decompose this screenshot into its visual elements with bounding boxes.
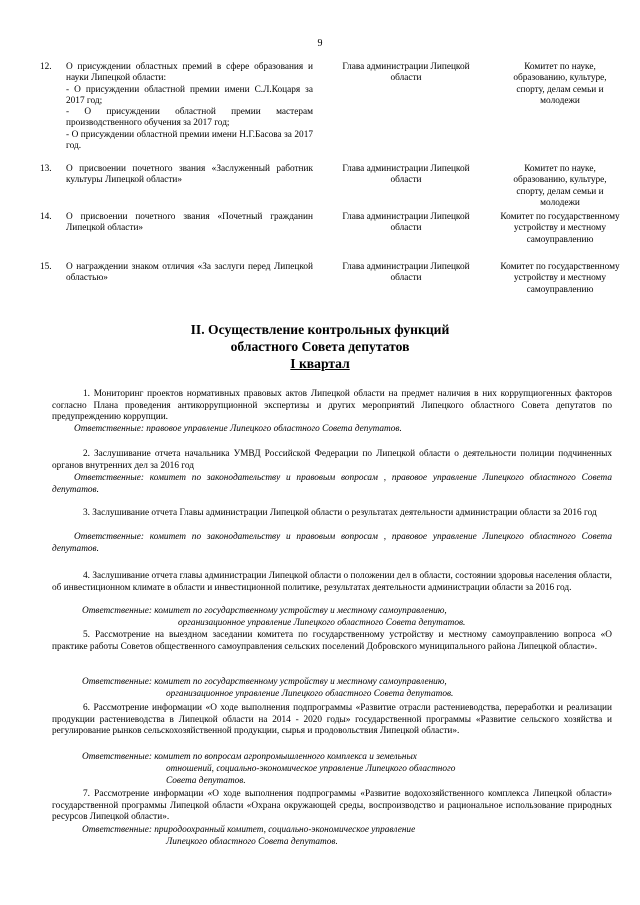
- responsible-note: организационное управление Липецкого областного Совета депутатов.: [178, 618, 466, 628]
- row-subject: [66, 62, 313, 152]
- agenda-item: [52, 389, 612, 424]
- responsible-note: Совета депутатов.: [166, 776, 246, 786]
- row-number: 12.: [40, 62, 52, 72]
- page-number: 9: [317, 38, 323, 49]
- item-text: 6. Рассмотрение информации «О ходе выполнения подпрограммы «Развитие отрасли растениеводства, переработки и реализации продукции растениеводства в Липецкой области на 2014 - 2020 годы» государственной программы «Развитие сельского хозяйства и регулирование рынков сельскохозяйственной продукции, сырья и продовольствия Липецкой области».: [52, 703, 612, 737]
- agenda-item: [52, 571, 612, 594]
- section-title-line: II. Осуществление контрольных функций: [190, 322, 450, 337]
- agenda-item: [52, 449, 612, 472]
- row-committee: Комитет по науке, образованию, культуре, спорту, делам семьи и молодежи: [513, 62, 607, 106]
- item-text: 2. Заслушивание отчета начальника УМВД Российской Федерации по Липецкой области о деятельности полиции подчиненных органов внутренних дел за 2016 год: [52, 449, 612, 471]
- agenda-item: [52, 630, 612, 653]
- item-text: 4. Заслушивание отчета главы администрации Липецкой области о положении дел в области, состоянии здоровья населения области, об инвестиционном климате в области и инвестиционной политике, результатах деятельности администрации области за 2016 год.: [52, 571, 612, 593]
- row-subject: О присвоении почетного звания «Заслуженный работник культуры Липецкой области»: [66, 164, 313, 186]
- responsible-note: Ответственные: комитет по законодательству и правовым вопросам , правовое управление Липецкого областного Совета депутатов.: [52, 473, 612, 495]
- row-committee: Комитет по науке, образованию, культуре, спорту, делам семьи и молодежи: [513, 164, 607, 208]
- item-text: 1. Мониторинг проектов нормативных правовых актов Липецкой области на предмет наличия в них коррупциогенных факторов согласно Плана проведения антикоррупционной экспертизы и других мероприятий Липецкого областного Совета депутатов по предупреждению коррупции.: [52, 389, 612, 423]
- quarter-heading: I квартал: [290, 356, 350, 371]
- row-subject-line: - О присуждении областной премии мастерам производственного обучения за 2017 год;: [66, 107, 313, 129]
- responsible-note: Ответственные: природоохранный комитет, социально-экономическое управление: [82, 825, 416, 835]
- row-subject-line: - О присуждении областной премии имени С.Л.Коцаря за 2017 год;: [66, 84, 313, 106]
- responsible-note: Ответственные: правовое управление Липецкого областного Совета депутатов.: [74, 424, 402, 434]
- agenda-item: [52, 508, 612, 520]
- row-committee: Комитет по государственному устройству и местному самоуправлению: [500, 212, 620, 245]
- row-subject-line: - О присуждении областной премии имени Н.Г.Басова за 2017 год.: [66, 129, 313, 152]
- responsible-note: организационное управление Липецкого областного Совета депутатов.: [166, 689, 454, 699]
- agenda-item: [52, 789, 612, 824]
- section-heading: [0, 321, 640, 372]
- item-text: 7. Рассмотрение информации «О ходе выполнения подпрограммы «Развитие водохозяйственного комплекса Липецкой области» государственной программы Липецкой области «Охрана окружающей среды, воспроизводство и рациональное использование природных ресурсов Липецкой области».: [52, 789, 612, 823]
- responsible-note: Ответственные: комитет по государственному устройству и местному самоуправлению,: [82, 606, 447, 616]
- row-number: 14.: [40, 212, 52, 222]
- row-number: 15.: [40, 262, 52, 272]
- row-submitter: Глава администрации Липецкой области: [342, 212, 470, 234]
- responsible-note: Ответственные: комитет по законодательству и правовым вопросам , правовое управление Липецкого областного Совета депутатов.: [52, 532, 612, 554]
- responsible-note: Ответственные: комитет по государственному устройству и местному самоуправлению,: [82, 677, 447, 687]
- item-text: 3. Заслушивание отчета Главы администрации Липецкой области о результатах деятельности администрации области за 2016 год: [83, 508, 597, 518]
- section-title-line: областного Совета депутатов: [230, 339, 410, 354]
- responsible-note: отношений, социально-экономическое управление Липецкого областного: [166, 764, 456, 774]
- row-submitter: Глава администрации Липецкой области: [342, 262, 470, 284]
- responsible-note: Ответственные: комитет по вопросам агропромышленного комплекса и земельных: [82, 752, 417, 762]
- row-subject-line: О присуждении областных премий в сфере образования и науки Липецкой области:: [66, 62, 313, 84]
- item-text: 5. Рассмотрение на выездном заседании комитета по государственному устройству и местному самоуправлению вопроса «О практике работы Советов общественного самоуправления сельских поселений Добровского муниципального района Липецкой области».: [52, 630, 612, 652]
- row-subject: О присвоении почетного звания «Почетный гражданин Липецкой области»: [66, 212, 313, 234]
- row-subject: О награждении знаком отличия «За заслуги перед Липецкой областью»: [66, 262, 313, 284]
- row-submitter: Глава администрации Липецкой области: [342, 164, 470, 186]
- responsible-note: Липецкого областного Совета депутатов.: [166, 837, 338, 847]
- agenda-item: [52, 703, 612, 738]
- row-number: 13.: [40, 164, 52, 174]
- row-submitter: Глава администрации Липецкой области: [342, 62, 470, 84]
- row-committee: Комитет по государственному устройству и местному самоуправлению: [500, 262, 620, 295]
